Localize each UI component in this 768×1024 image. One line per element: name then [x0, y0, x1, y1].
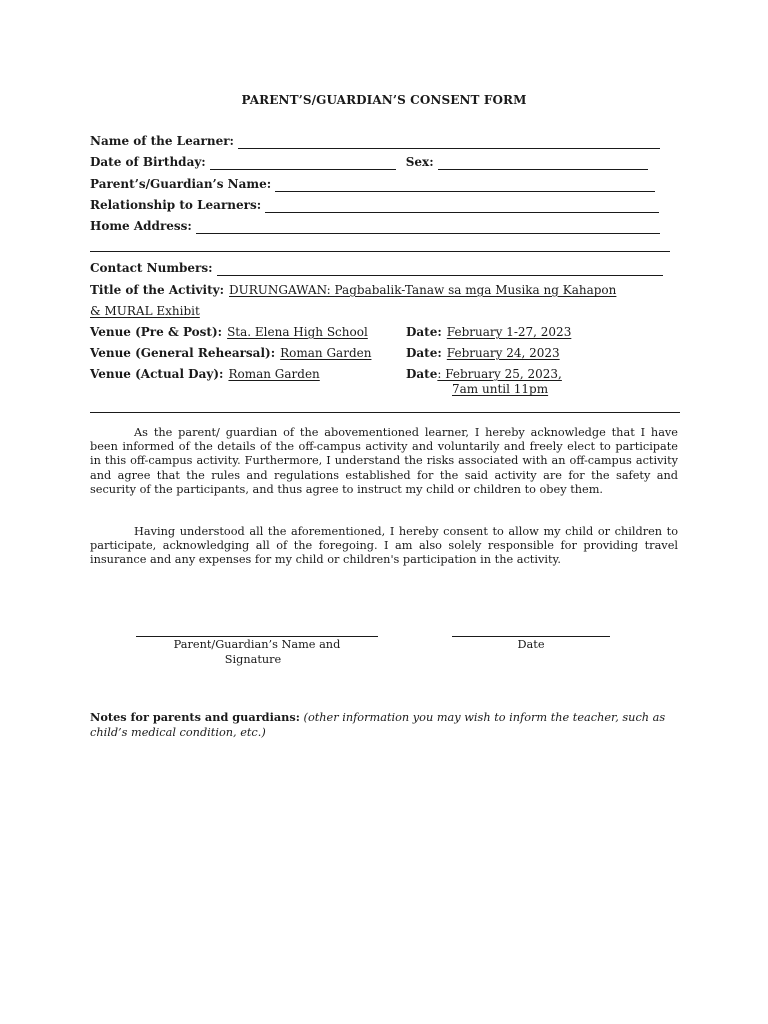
notes-label: Notes for parents and guardians: — [90, 710, 300, 724]
sex-label: Sex: — [405, 155, 434, 169]
address-label: Home Address: — [90, 219, 192, 233]
venue-value: Sta. Elena High School — [227, 325, 368, 339]
activity-row — [90, 282, 616, 298]
birthday-field[interactable] — [210, 158, 396, 170]
notes-text: (other information you may wish to inform the teacher, such as child’s medical condition, etc.) — [90, 711, 666, 739]
consent-paragraph: Having understood all the aforementioned, I hereby consent to allow my child or children to participate, acknowledging all of the foregoing. I am also solely responsible for providing travel insurance and any expenses for my child or children's participation in the activity. — [90, 525, 678, 567]
date-label: Date — [406, 367, 438, 381]
signature-caption-line1: Parent/Guardian’s Name and — [173, 638, 341, 651]
activity-label: Title of the Activity: — [90, 283, 225, 297]
activity-row-2 — [90, 303, 200, 319]
relationship-field[interactable] — [265, 201, 659, 213]
sex-field[interactable] — [438, 158, 648, 170]
time-value: 7am until 11pm — [452, 382, 549, 396]
venue-label: Venue (General Rehearsal): — [90, 346, 276, 360]
contact-field[interactable] — [217, 264, 663, 276]
date-pre-post-row — [406, 324, 571, 340]
date-actual-time-row — [452, 381, 548, 397]
relationship-row — [90, 197, 659, 213]
signature-caption — [136, 638, 378, 667]
form-title: PARENT’S/GUARDIAN’S CONSENT FORM — [241, 93, 527, 107]
notes-section — [90, 710, 690, 740]
section-divider — [90, 412, 680, 413]
address-field-line2[interactable] — [90, 240, 670, 252]
learner-name-field[interactable] — [238, 137, 660, 149]
relationship-label: Relationship to Learners: — [90, 198, 262, 212]
venue-label: Venue (Pre & Post): — [90, 325, 223, 339]
date-value: February 1-27, 2023 — [446, 325, 572, 339]
guardian-name-field[interactable] — [275, 180, 655, 192]
contact-label: Contact Numbers: — [90, 261, 213, 275]
birthday-sex-row — [90, 154, 648, 170]
learner-name-label: Name of the Learner: — [90, 134, 234, 148]
activity-title-line1: DURUNGAWAN: Pagbabalik-Tanaw sa mga Musika ng Kahapon — [229, 283, 617, 297]
venue-value: Roman Garden — [280, 346, 372, 360]
contact-row — [90, 260, 663, 276]
date-rehearsal-row — [406, 345, 560, 361]
date-line[interactable] — [452, 636, 610, 637]
signature-caption-line2: Signature — [224, 652, 282, 666]
address-second-line-row — [90, 240, 670, 252]
venue-value: Roman Garden — [228, 367, 320, 381]
date-label: Date: — [406, 346, 442, 360]
venue-rehearsal-row — [90, 345, 371, 361]
date-actual-row — [406, 366, 562, 382]
guardian-name-row — [90, 176, 655, 192]
date-caption: Date — [517, 638, 545, 651]
date-value: : February 25, 2023, — [437, 367, 562, 381]
venue-label: Venue (Actual Day): — [90, 367, 224, 381]
activity-title-line2: & MURAL Exhibit — [90, 304, 200, 318]
venue-actual-row — [90, 366, 320, 382]
venue-pre-post-row — [90, 324, 368, 340]
address-row — [90, 218, 660, 234]
learner-name-row — [90, 133, 660, 149]
address-field[interactable] — [196, 222, 660, 234]
guardian-name-label: Parent’s/Guardian’s Name: — [90, 177, 272, 191]
birthday-label: Date of Birthday: — [90, 155, 206, 169]
acknowledgement-paragraph: As the parent/ guardian of the abovementioned learner, I hereby acknowledge that I have been informed of the details of the off-campus activity and voluntarily and freely elect to participate in this off-campus activity. Furthermore, I understand the risks associated with an off-campus activity and agree that the rules and regulations established for the said activity are for the safety and security of the participants, and thus agree to instruct my child or children to obey them. — [90, 426, 678, 496]
date-value: February 24, 2023 — [446, 346, 560, 360]
signature-line[interactable] — [136, 636, 378, 637]
date-label: Date: — [406, 325, 442, 339]
